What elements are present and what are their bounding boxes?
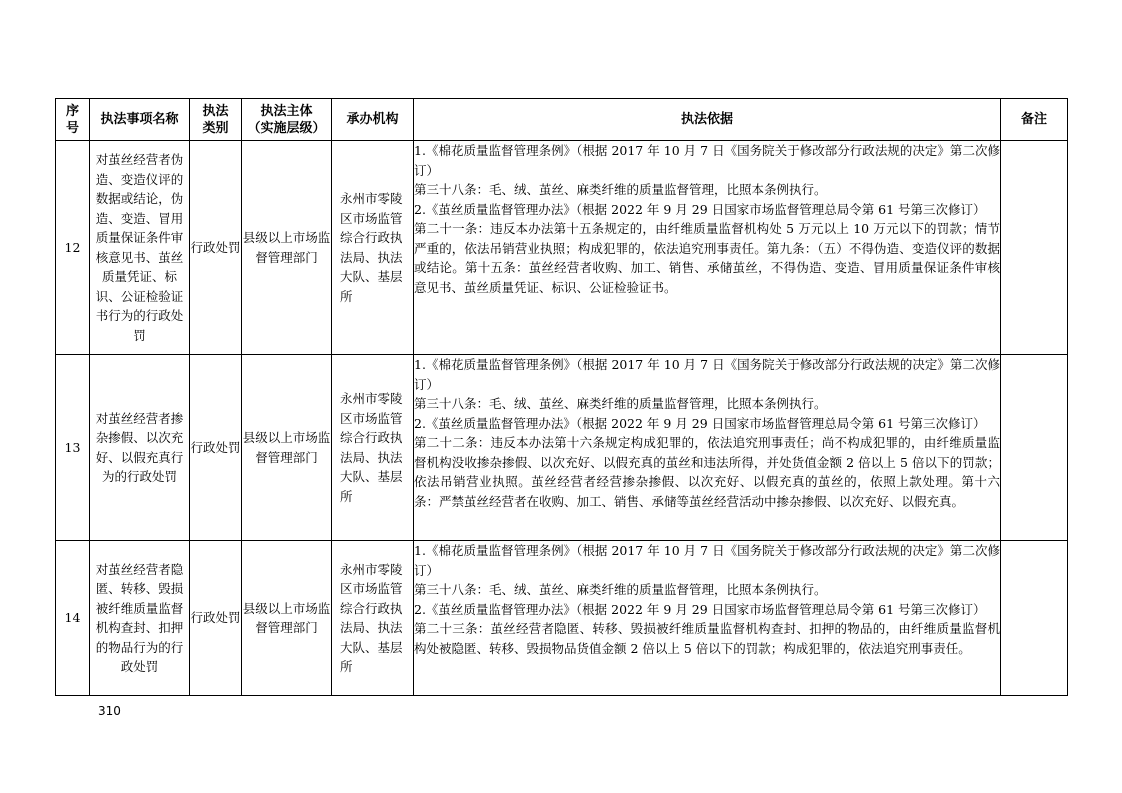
row-seq: 14 xyxy=(56,541,90,696)
table-row xyxy=(56,541,1068,696)
header-agency: 承办机构 xyxy=(332,99,414,141)
page-number: 310 xyxy=(98,704,121,718)
row-subject: 县级以上市场监督管理部门 xyxy=(242,541,332,696)
basis-line: 第三十八条：毛、绒、茧丝、麻类纤维的质量监督管理，比照本条例执行。 xyxy=(414,182,827,197)
row-subject: 县级以上市场监督管理部门 xyxy=(242,141,332,355)
header-category: 执法 类别 xyxy=(190,99,242,141)
table-header-row xyxy=(56,99,1068,141)
row-category: 行政处罚 xyxy=(190,541,242,696)
basis-line: 第三十八条：毛、绒、茧丝、麻类纤维的质量监督管理，比照本条例执行。 xyxy=(414,582,827,597)
row-item-name: 对茧丝经营者隐匿、转移、毁损被纤维质量监督机构查封、扣押的物品行为的行政处罚 xyxy=(90,541,190,696)
basis-line: 2.《茧丝质量监督管理办法》（根据 2022 年 9 月 29 日国家市场监督管理总局令第 61 号第三次修订） xyxy=(414,415,986,431)
row-seq: 13 xyxy=(56,355,90,541)
row-agency: 永州市零陵区市场监管综合行政执法局、执法大队、基层所 xyxy=(332,355,414,541)
basis-line: 1.《棉花质量监督管理条例》（根据 2017 年 10 月 7 日《国务院关于修改部分行政法规的决定》第二次修订） xyxy=(414,357,1000,392)
basis-line: 2.《茧丝质量监督管理办法》（根据 2022 年 9 月 29 日国家市场监督管理总局令第 61 号第三次修订） xyxy=(414,201,986,217)
row-item-name: 对茧丝经营者掺杂掺假、以次充好、以假充真行为的行政处罚 xyxy=(90,355,190,541)
row-agency: 永州市零陵区市场监管综合行政执法局、执法大队、基层所 xyxy=(332,541,414,696)
row-basis xyxy=(414,141,1001,355)
header-seq: 序 号 xyxy=(56,99,90,141)
basis-line: 第二十三条：茧丝经营者隐匿、转移、毁损被纤维质量监督机构查封、扣押的物品的，由纤维质量监督机构处被隐匿、转移、毁损物品货值金额 2 倍以上 5 倍以下的罚款；构成犯罪的，依法追究刑事责任。 xyxy=(414,621,1000,656)
table-row xyxy=(56,355,1068,541)
basis-line: 1.《棉花质量监督管理条例》（根据 2017 年 10 月 7 日《国务院关于修改部分行政法规的决定》第二次修订） xyxy=(414,543,1000,578)
row-agency: 永州市零陵区市场监管综合行政执法局、执法大队、基层所 xyxy=(332,141,414,355)
header-basis: 执法依据 xyxy=(414,99,1001,141)
header-item-name: 执法事项名称 xyxy=(90,99,190,141)
enforcement-table xyxy=(55,98,1068,696)
row-basis xyxy=(414,541,1001,696)
row-basis xyxy=(414,355,1001,541)
header-remark: 备注 xyxy=(1001,99,1068,141)
basis-line: 1.《棉花质量监督管理条例》（根据 2017 年 10 月 7 日《国务院关于修改部分行政法规的决定》第二次修订） xyxy=(414,143,1000,178)
row-remark xyxy=(1001,355,1068,541)
basis-line: 第二十一条：违反本办法第十五条规定的，由纤维质量监督机构处 5 万元以上 10 万元以下的罚款；情节严重的，依法吊销营业执照；构成犯罪的，依法追究刑事责任。第九条：（五）不得伪造、变造仪评的数据或结论。第十五条：茧丝经营者收购、加工、销售、承储茧丝，不得伪造、变造、冒用质量保证条件审核意见书、茧丝质量凭证、标识、公证检验证书。 xyxy=(414,221,1000,295)
basis-line: 第二十二条：违反本办法第十六条规定构成犯罪的，依法追究刑事责任；尚不构成犯罪的，由纤维质量监督机构没收掺杂掺假、以次充好、以假充真的茧丝和违法所得，并处货值金额 2 倍以上 5 倍以下的罚款；依法吊销营业执照。茧丝经营者经营掺杂掺假、以次充好、以假充真的茧丝的，依照上款处理。第十六条：严禁茧丝经营者在收购、加工、销售、承储等茧丝经营活动中掺杂掺假、以次充好、以假充真。 xyxy=(414,435,1000,509)
basis-line: 2.《茧丝质量监督管理办法》（根据 2022 年 9 月 29 日国家市场监督管理总局令第 61 号第三次修订） xyxy=(414,601,986,617)
basis-line: 第三十八条：毛、绒、茧丝、麻类纤维的质量监督管理，比照本条例执行。 xyxy=(414,396,827,411)
row-remark xyxy=(1001,541,1068,696)
row-subject: 县级以上市场监督管理部门 xyxy=(242,355,332,541)
row-item-name: 对茧丝经营者伪造、变造仪评的数据或结论，伪造、变造、冒用质量保证条件审核意见书、茧丝质量凭证、标识、公证检验证书行为的行政处罚 xyxy=(90,141,190,355)
row-category: 行政处罚 xyxy=(190,355,242,541)
table-row xyxy=(56,141,1068,355)
header-subject: 执法主体 （实施层级） xyxy=(242,99,332,141)
row-remark xyxy=(1001,141,1068,355)
row-category: 行政处罚 xyxy=(190,141,242,355)
row-seq: 12 xyxy=(56,141,90,355)
